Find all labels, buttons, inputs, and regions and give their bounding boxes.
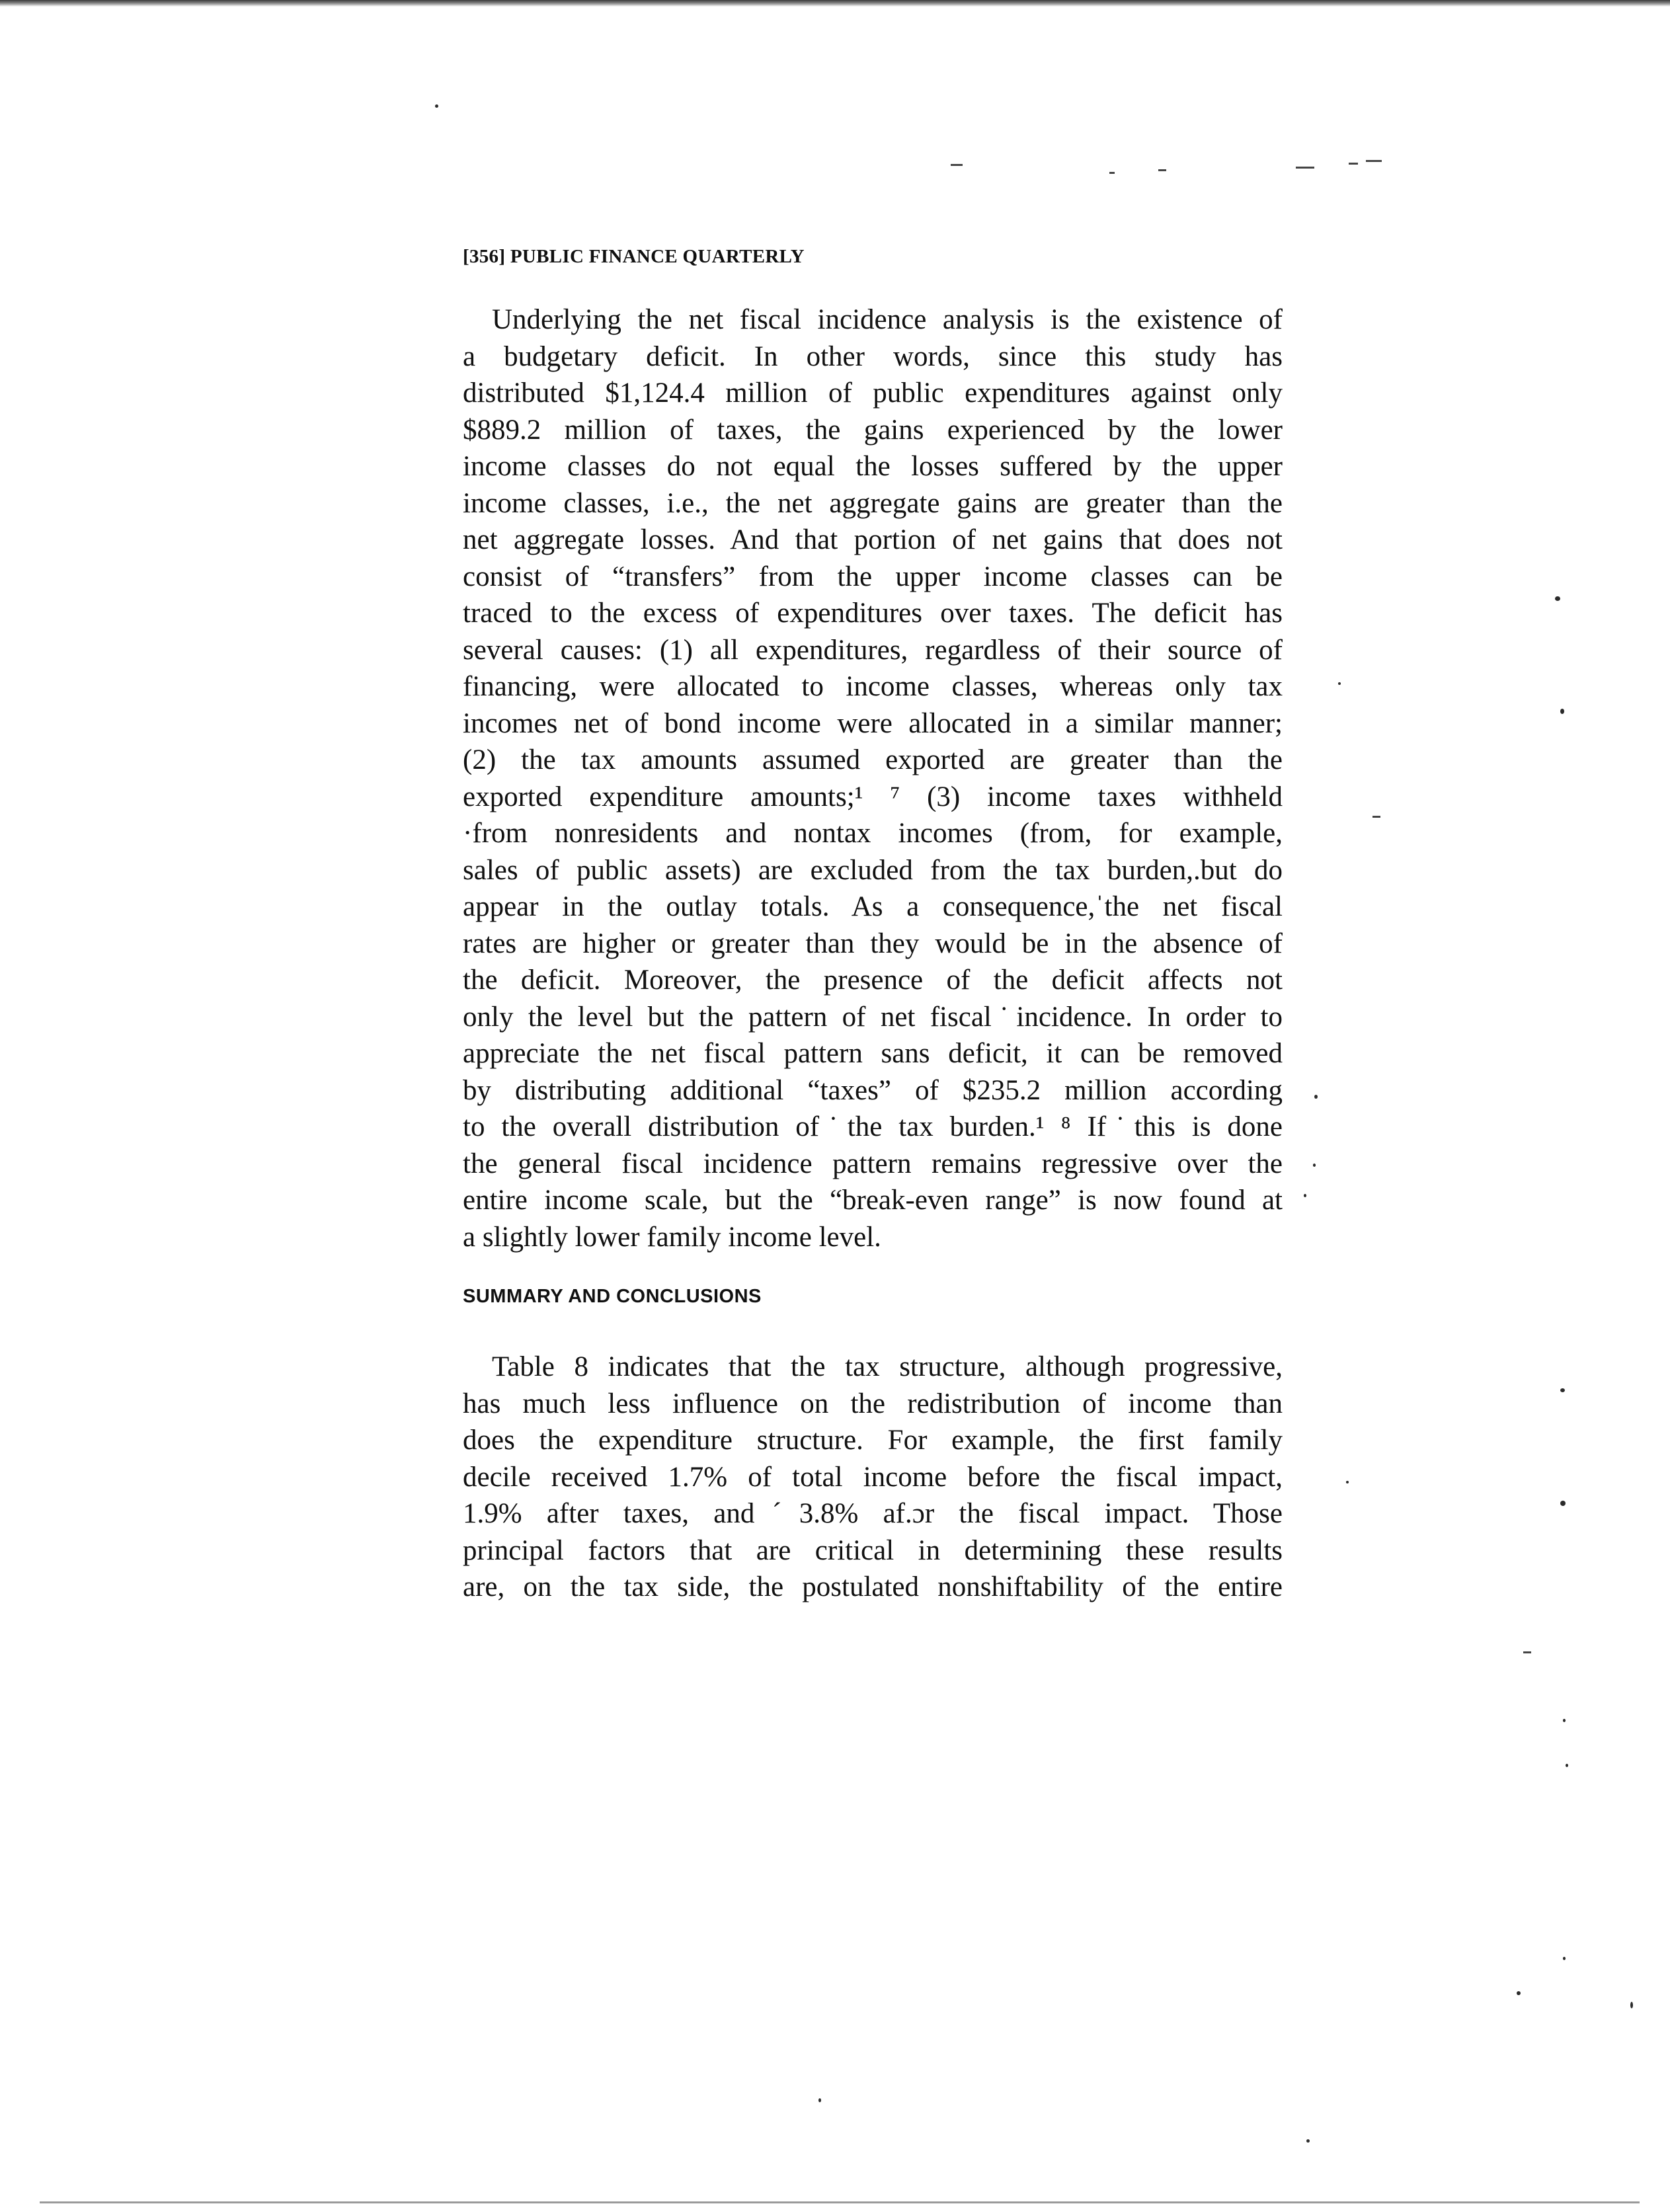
scan-speck: [1304, 1194, 1306, 1197]
scan-speck: [1630, 2002, 1633, 2008]
text-line: are, on the tax side, the postulated nonshiftability of the entire: [463, 1571, 1283, 1602]
text-line: has much less influence on the redistribution of income than: [463, 1388, 1283, 1419]
scan-speck: [1338, 682, 1341, 685]
text-line: distributed $1,124.4 million of public expenditures against only: [463, 377, 1283, 409]
scan-speck: [1560, 1388, 1565, 1392]
scan-speck: [1366, 160, 1382, 162]
scan-speck: [1523, 1651, 1531, 1653]
scan-speck: [1158, 169, 1166, 171]
scan-speck: [1563, 1957, 1566, 1960]
body-paragraph-deficit: [463, 301, 1283, 1255]
text-line: the deficit. Moreover, the presence of the deficit affects not: [463, 965, 1283, 996]
text-line: by distributing additional “taxes” of $235.2 million according: [463, 1074, 1283, 1106]
scan-speck: [1372, 816, 1380, 818]
scan-speck: [1560, 709, 1564, 714]
text-line: 1.9% after taxes, andˊ3.8% af.ɔr the fiscal impact. Those: [463, 1498, 1283, 1529]
scan-speck: [1306, 2139, 1310, 2143]
scan-speck: [1517, 1991, 1521, 1995]
text-line: income classes do not equal the losses suffered by the upper: [463, 451, 1283, 482]
text-line: appear in the outlay totals. As a consequence,ˈthe net fiscal: [463, 891, 1283, 922]
text-line: Underlying the net fiscal incidence analysis is the existence of: [492, 304, 1283, 335]
text-line: a budgetary deficit. In other words, since this study has: [463, 340, 1283, 372]
running-head: [356] PUBLIC FINANCE QUARTERLY: [463, 246, 805, 267]
text-line: income classes, i.e., the net aggregate gains are greater than the: [463, 487, 1283, 519]
scan-speck: [1346, 1481, 1349, 1483]
scan-speck: [1349, 163, 1358, 165]
text-line: Table 8 indicates that the tax structure, although progressive,: [492, 1351, 1283, 1382]
text-line: entire income scale, but the “break-even range” is now found at: [463, 1185, 1283, 1216]
text-line: only the level but the pattern of net fiscal˙incidence. In order to: [463, 1001, 1283, 1033]
scan-speck: [1563, 1719, 1566, 1722]
section-heading: SUMMARY AND CONCLUSIONS: [463, 1286, 762, 1307]
scan-speck: [951, 164, 963, 166]
text-line: appreciate the net fiscal pattern sans deficit, it can be removed: [463, 1038, 1283, 1069]
text-line: decile received 1.7% of total income before the fiscal impact,: [463, 1461, 1283, 1493]
text-line: does the expenditure structure. For example, the first family: [463, 1425, 1283, 1456]
scan-bottom-border: [40, 2201, 1640, 2203]
text-line: traced to the excess of expenditures over taxes. The deficit has: [463, 598, 1283, 629]
text-line: sales of public assets) are excluded from the tax burden,.but do: [463, 854, 1283, 886]
scan-speck: [1555, 596, 1560, 601]
text-line: (2) the tax amounts assumed exported are greater than the: [463, 744, 1283, 775]
text-line: a slightly lower family income level.: [463, 1221, 881, 1253]
body-paragraph-summary: [463, 1349, 1283, 1606]
text-line: financing, were allocated to income classes, whereas only tax: [463, 671, 1283, 702]
text-line: principal factors that are critical in determining these results: [463, 1534, 1283, 1566]
text-line: $889.2 million of taxes, the gains experienced by the lower: [463, 414, 1283, 446]
text-line: exported expenditure amounts;¹ ⁷ (3) income taxes withheld: [463, 781, 1283, 812]
text-line: ·from nonresidents and nontax incomes (from, for example,: [463, 818, 1283, 849]
text-line: net aggregate losses. And that portion of net gains that does not: [463, 524, 1283, 555]
text-line: consist of “transfers” from the upper income classes can be: [463, 561, 1283, 592]
text-line: rates are higher or greater than they would be in the absence of: [463, 928, 1283, 959]
text-line: incomes net of bond income were allocated in a similar manner;: [463, 707, 1283, 739]
scan-speck: [1566, 1764, 1568, 1767]
scan-top-border: [0, 0, 1670, 7]
scan-speck: [818, 2098, 821, 2102]
text-line: to the overall distribution of˙the tax burden.¹ ⁸ If˙this is done: [463, 1111, 1283, 1142]
text-line: the general fiscal incidence pattern remains regressive over the: [463, 1148, 1283, 1179]
scan-speck: [1296, 167, 1314, 169]
scan-speck: [1560, 1501, 1566, 1506]
scan-speck: [1109, 172, 1115, 174]
scan-speck: [1314, 1095, 1318, 1099]
text-line: several causes: (1) all expenditures, regardless of their source of: [463, 634, 1283, 666]
scan-speck: [1313, 1164, 1316, 1167]
scan-speck: [435, 104, 438, 108]
